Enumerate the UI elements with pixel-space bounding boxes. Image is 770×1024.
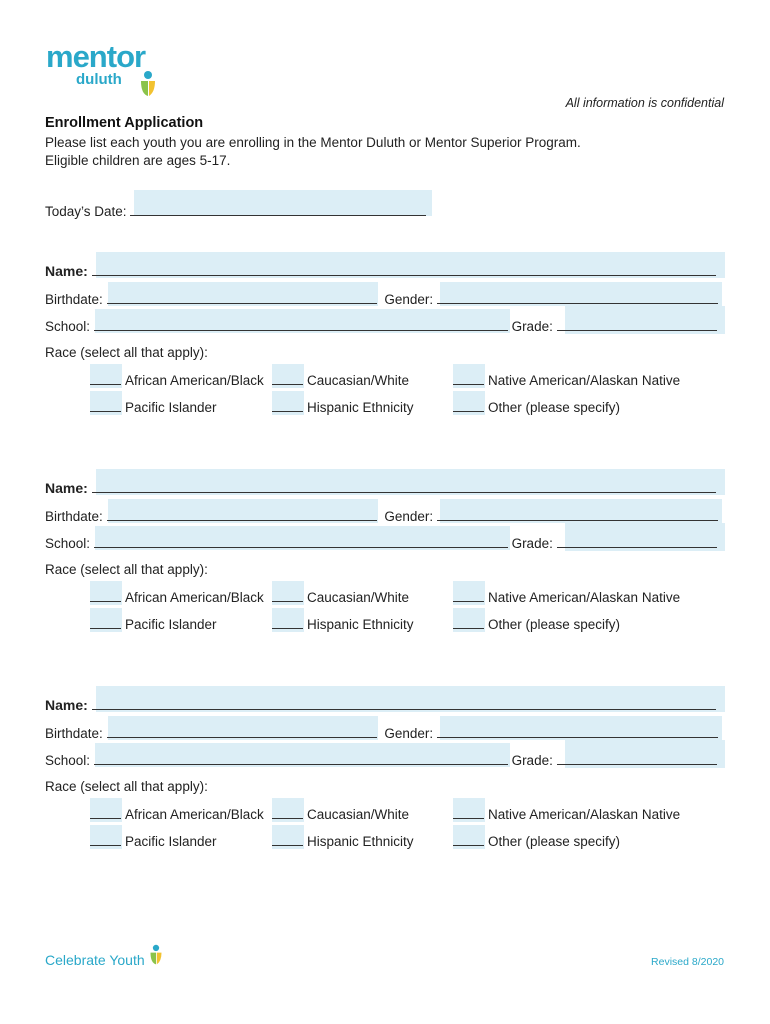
race-option-other: Other (please specify) <box>453 398 620 415</box>
grade-line <box>557 751 717 765</box>
youth1-birthdate-row <box>45 290 718 307</box>
youth2-name-row <box>45 479 716 496</box>
gender-label: Gender: <box>384 509 434 524</box>
race-label: Race (select all that apply): <box>45 562 208 577</box>
race-option-pacific-islander: Pacific Islander <box>90 832 217 849</box>
school-line <box>94 534 508 548</box>
school-line <box>94 317 508 331</box>
race-option-native-american: Native American/Alaskan Native <box>453 371 680 388</box>
gender-line <box>437 507 718 521</box>
name-label: Name: <box>45 480 88 496</box>
race-label: Race (select all that apply): <box>45 779 208 794</box>
logo-subtitle: duluth <box>76 71 122 88</box>
name-line <box>92 262 716 276</box>
race-option-caucasian: Caucasian/White <box>272 805 409 822</box>
birthdate-line <box>107 724 377 738</box>
race-option-other: Other (please specify) <box>453 832 620 849</box>
youth2-birthdate-row <box>45 507 718 524</box>
mentor-duluth-logo <box>46 40 166 100</box>
birthdate-label: Birthdate: <box>45 726 103 741</box>
name-line <box>92 479 716 493</box>
race-option-pacific-islander: Pacific Islander <box>90 615 217 632</box>
race-option-other: Other (please specify) <box>453 615 620 632</box>
logo-wordmark: mentor <box>46 39 146 74</box>
grade-line <box>557 534 717 548</box>
school-label: School: <box>45 536 91 551</box>
birthdate-label: Birthdate: <box>45 509 103 524</box>
race-label: Race (select all that apply): <box>45 345 208 360</box>
page-title: Enrollment Application <box>45 115 204 131</box>
race-option-african-american: African American/Black <box>90 805 264 822</box>
youth2-school-row <box>45 534 717 551</box>
intro-line-1: Please list each youth you are enrolling in the Mentor Duluth or Mentor Superior Program. <box>45 135 581 150</box>
birthdate-label: Birthdate: <box>45 292 103 307</box>
grade-label: Grade: <box>511 319 553 334</box>
race-option-native-american: Native American/Alaskan Native <box>453 805 680 822</box>
todays-date-row <box>45 202 426 219</box>
race-option-hispanic: Hispanic Ethnicity <box>272 615 414 632</box>
todays-date-label: Today’s Date: <box>45 204 127 219</box>
todays-date-line <box>130 202 426 216</box>
intro-line-2: Eligible children are ages 5-17. <box>45 153 231 168</box>
race-option-caucasian: Caucasian/White <box>272 371 409 388</box>
gender-line <box>437 290 718 304</box>
logo-figure-icon <box>138 70 158 98</box>
gender-label: Gender: <box>384 292 434 307</box>
race-option-native-american: Native American/Alaskan Native <box>453 588 680 605</box>
name-label: Name: <box>45 697 88 713</box>
youth3-name-row <box>45 696 716 713</box>
race-option-hispanic: Hispanic Ethnicity <box>272 832 414 849</box>
intro-text <box>45 134 581 170</box>
youth1-name-row <box>45 262 716 279</box>
grade-line <box>557 317 717 331</box>
birthdate-line <box>107 290 377 304</box>
grade-label: Grade: <box>511 536 553 551</box>
school-line <box>94 751 508 765</box>
race-option-african-american: African American/Black <box>90 371 264 388</box>
confidential-note: All information is confidential <box>565 96 724 110</box>
birthdate-line <box>107 507 377 521</box>
revision-date: Revised 8/2020 <box>651 956 724 968</box>
footer-figure-icon <box>148 944 164 966</box>
grade-label: Grade: <box>511 753 553 768</box>
gender-line <box>437 724 718 738</box>
youth1-school-row <box>45 317 717 334</box>
youth3-birthdate-row <box>45 724 718 741</box>
school-label: School: <box>45 753 91 768</box>
gender-label: Gender: <box>384 726 434 741</box>
name-line <box>92 696 716 710</box>
footer-tagline: Celebrate Youth <box>45 952 145 968</box>
school-label: School: <box>45 319 91 334</box>
race-option-african-american: African American/Black <box>90 588 264 605</box>
race-option-pacific-islander: Pacific Islander <box>90 398 217 415</box>
name-label: Name: <box>45 263 88 279</box>
race-option-caucasian: Caucasian/White <box>272 588 409 605</box>
race-option-hispanic: Hispanic Ethnicity <box>272 398 414 415</box>
youth3-school-row <box>45 751 717 768</box>
